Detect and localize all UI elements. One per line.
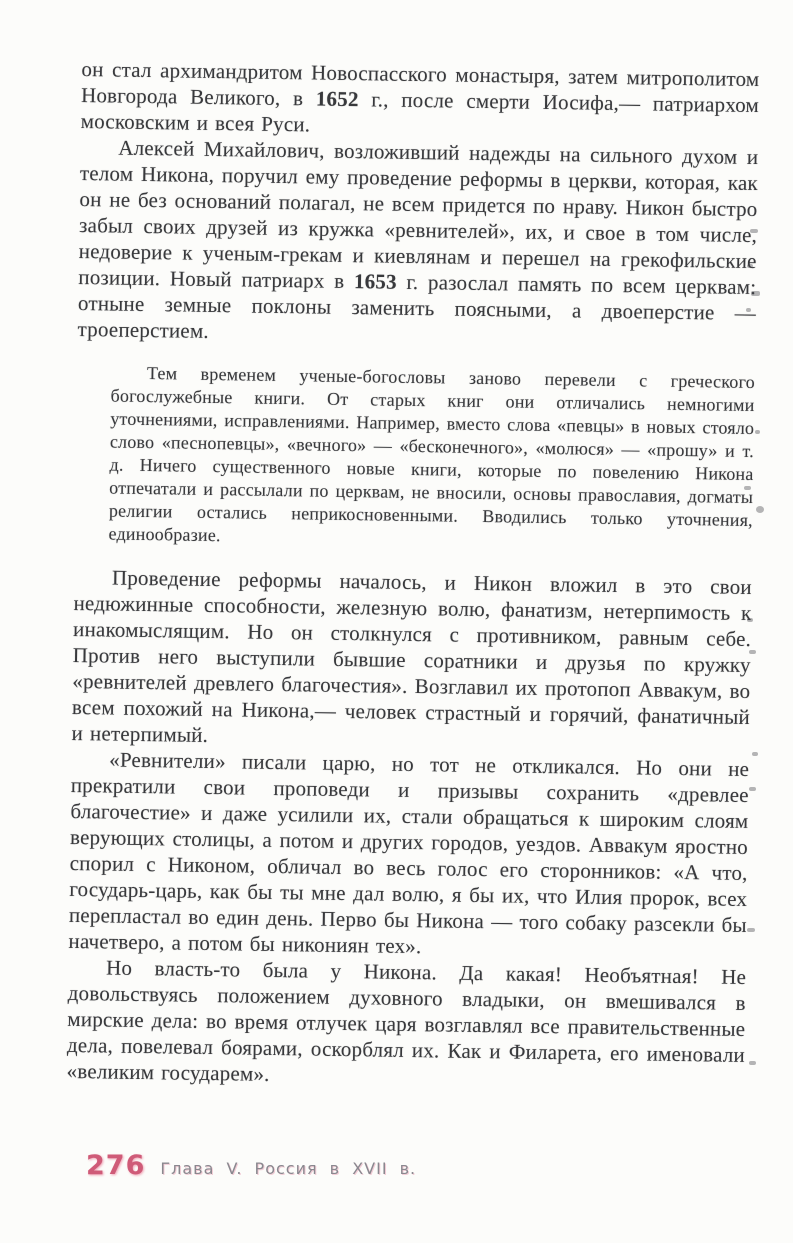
scan-artifact <box>744 486 751 490</box>
paragraph-alexei-reform <box>77 134 758 352</box>
scan-artifact <box>751 291 760 296</box>
bold-date-text: 1653 <box>353 269 397 294</box>
body-text: Алексей Михайлович, возложивший надежды на сильного духом и телом Никона, поручил ему проведение реформы в церкви, которая, как он не без оснований полагал, не всем придется по нраву. Никон быстро забыл своих друзей из кружка «ревнителей», их, и свое в том числе, недоверие к ученым-грекам и киевлянам и перешел на грекофильские позиции. Новый патриарх в <box>78 135 759 294</box>
paragraph-reform-avvakum <box>71 564 752 756</box>
body-text: «Ревнители» писали царю, но тот не откликался. Но они не прекратили свои проповеди и призывы сохранить «древлее благочестие» и даже усилили их, стали обращаться к широким слоям верующих столицы, а потом и других городов, уездов. Аввакум яростно спорил с Никоном, обличал во весь голос его сторонников: «А что, государь-царь, как бы ты мне дал волю, я бы их, что Илия пророк, всех перепластал во един день. Перво бы Никона — того собаку разсекли бы начетверо, а потом бы никониян тех». <box>68 747 750 959</box>
scan-artifact <box>752 752 758 756</box>
scan-artifact <box>756 506 764 513</box>
text-column <box>66 56 759 1094</box>
body-text: он стал архимандритом Новоспасского монастыря, затем митрополитом Новгорода Великого, в <box>80 57 760 111</box>
paragraph-revniteli-protest <box>68 746 749 964</box>
scan-artifact <box>746 308 751 312</box>
paragraph-nikon-power <box>66 954 746 1094</box>
paragraph-nikon-career <box>81 56 760 144</box>
scan-artifact <box>747 928 755 932</box>
page-footer <box>86 1150 416 1181</box>
scan-artifact <box>750 229 758 233</box>
body-text: Но власть-то была у Никона. Да какая! Необъятная! Не довольствуясь положением духовного владыки, он вмешивался в мирские дела: во время отлучек царя возглавлял все правительственные дела, повелевал боярами, оскорблял их. Как и Филарета, его именовали «великим государем». <box>66 955 747 1086</box>
footer-chapter-title: Глава V. Россия в XVII в. <box>160 1159 417 1178</box>
bold-date-text: 1652 <box>315 86 359 112</box>
scan-artifact <box>747 264 753 268</box>
body-text: Тем временем ученые-богословы заново перевели с греческого богослужебные книги. От старых книг они отличались немногими уточнениями, исправлениями. Например, вместо слова «певцы» в новых стояло слово «песнопевцы», «вечного» — «бесконечного», «молюся» — «прошу» и т. д. Ничего существенного новые книги, которые по повелению Никона отпечатали и рассылали по церквам, не вносили, основы православия, догматы религии остались неприкосновенными. Вводились только уточнения, единообразие. <box>108 363 756 546</box>
scan-artifact <box>749 650 756 654</box>
scan-artifact <box>749 787 756 791</box>
scan-artifact <box>755 430 760 434</box>
body-text: г., после смерти Иосифа,— патриархом московским и всея Руси. <box>80 87 760 137</box>
body-text: г. разослал память по всем церквам: отныне земные поклоны заменить поясными, а двоеперстие — троеперстием. <box>77 269 757 343</box>
body-text: Проведение реформы началось, и Никон вложил в это свои недюжинные способности, железную волю, фанатизм, нетерпимость к инакомыслящим. Но он столкнулся с противником, равным себе. Против него выступили бывшие соратники и друзья по кружку «ревнителей древлего благочестия». Возглавил их протопоп Аввакум, во всем похожий на Никона,— человек страстный и горячий, фанатичный и нетерпимый. <box>71 565 753 747</box>
paragraph-petit-new-books <box>108 361 755 555</box>
page-number: 276 <box>86 1150 146 1181</box>
scan-artifact <box>749 1061 756 1065</box>
scan-artifact <box>747 618 753 622</box>
